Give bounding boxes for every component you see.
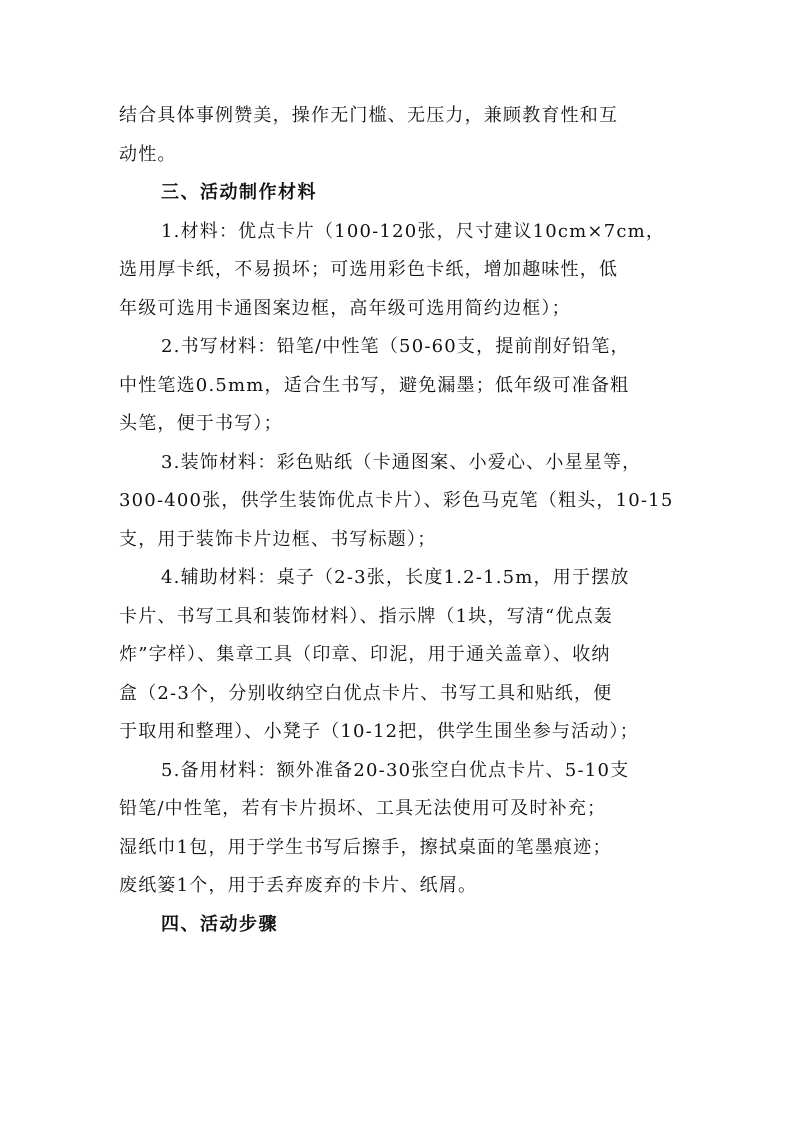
paragraph-line: 5.备用材料：额外准备20-30张空白优点卡片、5-10支 (161, 759, 630, 781)
section-heading: 三、活动制作材料 (161, 182, 317, 203)
paragraph-line: 铅笔/中性笔，若有卡片损坏、工具无法使用可及时补充； (119, 798, 607, 819)
paragraph-line: 300-400张，供学生装饰优点卡片）、彩色马克笔（粗头，10-15 (119, 490, 674, 511)
paragraph-line: 盒（2-3个，分别收纳空白优点卡片、书写工具和贴纸，便 (119, 682, 613, 704)
paragraph-line: 2.书写材料：铅笔/中性笔（50-60支，提前削好铅笔， (161, 336, 630, 357)
paragraph-line: 卡片、书写工具和装饰材料）、指示牌（1块，写清“优点轰 (119, 605, 614, 627)
paragraph-line: 4.辅助材料：桌子（2-3张，长度1.2-1.5m，用于摆放 (161, 567, 630, 588)
paragraph-line: 动性。 (119, 143, 177, 165)
paragraph-line: 选用厚卡纸，不易损坏；可选用彩色卡纸，增加趣味性，低 (119, 259, 619, 280)
paragraph-line: 头笔，便于书写）； (119, 413, 283, 434)
paragraph-line: 废纸篓1个，用于丢弃废弃的卡片、纸屑。 (119, 875, 478, 896)
paragraph-line: 炸”字样）、集章工具（印章、印泥，用于通关盖章）、收纳 (119, 644, 611, 665)
paragraph-line: 年级可选用卡通图案边框，高年级可选用简约边框）； (119, 297, 571, 319)
paragraph-line: 1.材料：优点卡片（100-120张，尺寸建议10cm×7cm， (161, 220, 666, 242)
document-body (119, 97, 679, 944)
section-heading: 四、活动步骤 (161, 913, 278, 935)
paragraph-line: 湿纸巾1包，用于学生书写后擦手，擦拭桌面的笔墨痕迹； (119, 836, 612, 858)
paragraph-line: 结合具体事例赞美，操作无门槛、无压力，兼顾教育性和互 (119, 105, 619, 126)
paragraph-line: 支，用于装饰卡片边框、书写标题）； (119, 528, 437, 550)
paragraph-line: 3.装饰材料：彩色贴纸（卡通图案、小爱心、小星星等， (161, 451, 642, 473)
paragraph-line: 于取用和整理）、小凳子（10-12把，供学生围坐参与活动）； (119, 721, 639, 742)
paragraph-line: 中性笔选0.5mm，适合生书写，避免漏墨；低年级可准备粗 (119, 374, 630, 396)
